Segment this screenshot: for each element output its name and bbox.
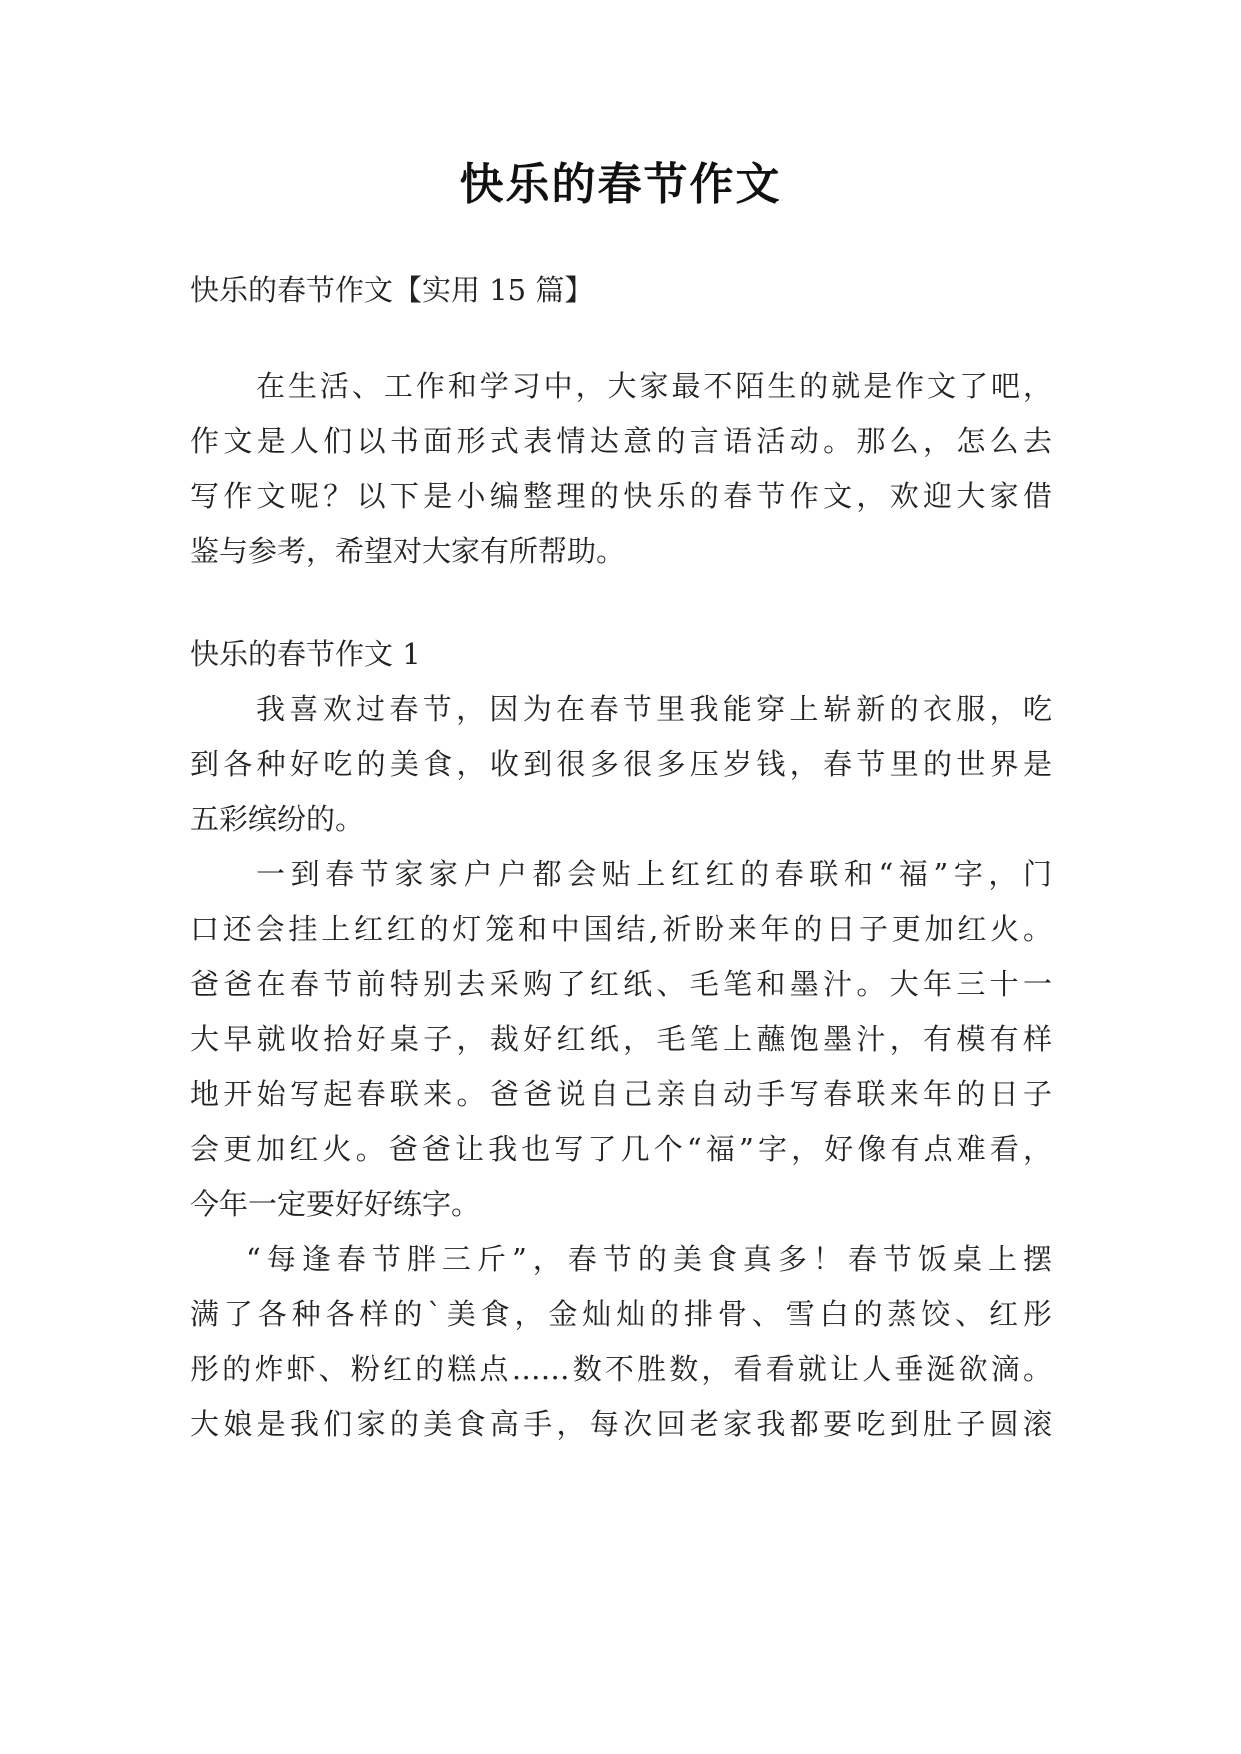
- intro-line: 写作文呢？以下是小编整理的快乐的春节作文，欢迎大家借: [190, 479, 1052, 513]
- body-line: 大早就收拾好桌子，裁好红纸，毛笔上蘸饱墨汁，有模有样: [190, 1022, 1052, 1056]
- body-line: 爸爸在春节前特别去采购了红纸、毛笔和墨汁。大年三十一: [190, 967, 1052, 1001]
- body-line: “每逢春节胖三斤”，春节的美食真多！春节饭桌上摆: [246, 1242, 1052, 1276]
- body-line: 地开始写起春联来。爸爸说自己亲自动手写春联来年的日子: [190, 1077, 1052, 1111]
- body-line: 满了各种各样的`美食，金灿灿的排骨、雪白的蒸饺、红彤: [190, 1297, 1052, 1331]
- body-line: 到各种好吃的美食，收到很多很多压岁钱，春节里的世界是: [190, 747, 1052, 781]
- body-line: 一到春节家家户户都会贴上红红的春联和“福”字，门: [256, 857, 1052, 891]
- document-title: 快乐的春节作文: [459, 159, 782, 210]
- body-line: 我喜欢过春节，因为在春节里我能穿上崭新的衣服，吃: [256, 692, 1052, 726]
- intro-line: 鉴与参考，希望对大家有所帮助。: [190, 534, 626, 568]
- body-line: 彤的炸虾、粉红的糕点……数不胜数，看看就让人垂涎欲滴。: [190, 1352, 1052, 1386]
- intro-line: 在生活、工作和学习中，大家最不陌生的就是作文了吧，: [256, 369, 1052, 403]
- intro-line: 作文是人们以书面形式表情达意的言语活动。那么，怎么去: [190, 424, 1052, 458]
- body-line: 口还会挂上红红的灯笼和中国结,祈盼来年的日子更加红火。: [190, 912, 1052, 946]
- body-line: 五彩缤纷的。: [190, 802, 365, 836]
- section-heading: 快乐的春节作文 1: [190, 637, 421, 671]
- document-subtitle: 快乐的春节作文【实用 15 篇】: [190, 273, 594, 307]
- body-line: 今年一定要好好练字。: [190, 1187, 481, 1221]
- body-line: 大娘是我们家的美食高手，每次回老家我都要吃到肚子圆滚: [190, 1407, 1052, 1441]
- body-line: 会更加红火。爸爸让我也写了几个“福”字，好像有点难看，: [190, 1132, 1052, 1166]
